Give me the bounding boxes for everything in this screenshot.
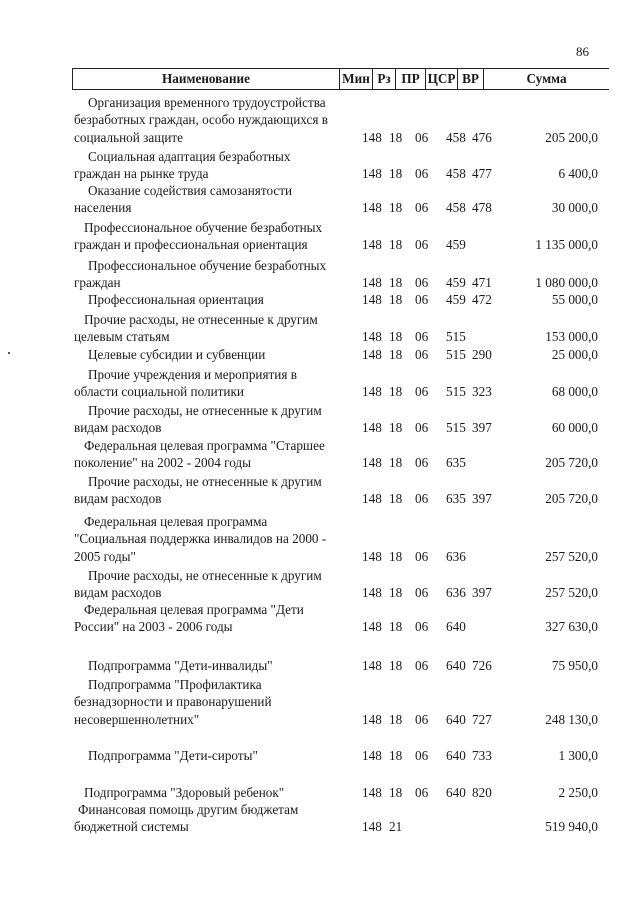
- row-name-line: Организация временного трудоустройства: [88, 95, 326, 110]
- row-code-min: 148: [362, 491, 382, 507]
- row-sum: 519 940,0: [545, 819, 598, 835]
- row-code-rz: 18: [389, 384, 403, 400]
- row-code-min: 148: [362, 619, 382, 635]
- row-name-line: населения: [74, 200, 132, 216]
- row-name-line: Федеральная целевая программа: [84, 514, 268, 529]
- row-code-csr: 640: [446, 785, 466, 800]
- row-name-line: Социальная адаптация безработных: [88, 149, 291, 164]
- row-code-csr: 640: [446, 619, 466, 635]
- row-sum: 68 000,0: [551, 384, 598, 400]
- row-name-line: России" на 2003 - 2006 годы: [74, 619, 233, 635]
- row-name-line: Профессиональная ориентация: [88, 292, 264, 307]
- row-code-csr: 459: [446, 292, 466, 307]
- row-name-line: видам расходов: [74, 491, 162, 507]
- row-code-csr: 459: [446, 237, 466, 253]
- row-name-line: "Социальная поддержка инвалидов на 2000 -: [74, 531, 327, 547]
- row-sum: 1 080 000,0: [535, 275, 598, 291]
- row-code-min: 148: [362, 384, 382, 400]
- row-code-vr: 477: [472, 166, 492, 182]
- row-code-pr: 06: [415, 785, 429, 800]
- header-rz: Рз: [373, 69, 396, 89]
- header-sum: Сумма: [526, 71, 567, 86]
- row-code-min: 148: [362, 748, 382, 763]
- row-code-min: 148: [362, 292, 382, 307]
- row-name-line: граждан: [74, 275, 121, 291]
- row-code-rz: 18: [389, 548, 403, 564]
- row-code-vr: 726: [472, 658, 492, 673]
- row-code-rz: 18: [389, 619, 403, 635]
- header-pr: ПР: [396, 69, 426, 89]
- row-name-line: Федеральная целевая программа "Старшее: [84, 438, 325, 453]
- row-code-pr: 06: [415, 619, 429, 635]
- row-code-pr: 06: [415, 455, 429, 471]
- row-name-line: Прочие расходы, не отнесенные к другим: [88, 474, 322, 489]
- row-name-line: Подпрограмма "Дети-сироты": [88, 748, 258, 763]
- row-name-line: граждан и профессиональная ориентация: [74, 237, 308, 253]
- row-code-rz: 18: [389, 748, 403, 763]
- row-name-line: поколение" на 2002 - 2004 годы: [74, 455, 251, 471]
- row-name-line: Прочие расходы, не отнесенные к другим: [84, 312, 318, 327]
- row-sum: 257 520,0: [545, 585, 598, 601]
- row-code-csr: 515: [446, 420, 466, 436]
- row-name-line: Профессиональное обучение безработных: [88, 258, 327, 273]
- row-code-rz: 18: [389, 237, 403, 253]
- row-code-pr: 06: [415, 658, 429, 673]
- row-name-line: социальной защите: [74, 129, 184, 145]
- row-code-min: 148: [362, 200, 382, 216]
- header-name: Наименование: [73, 69, 340, 89]
- row-sum: 248 130,0: [545, 711, 598, 727]
- row-code-rz: 18: [389, 275, 403, 291]
- row-code-csr: 635: [446, 455, 466, 471]
- row-code-pr: 06: [415, 420, 429, 436]
- row-code-rz: 18: [389, 420, 403, 436]
- row-code-pr: 06: [415, 585, 429, 601]
- page-number: 86: [576, 44, 589, 59]
- row-code-rz: 18: [389, 347, 403, 362]
- row-code-min: 148: [362, 585, 382, 601]
- row-code-pr: 06: [415, 711, 429, 727]
- row-code-min: 148: [362, 711, 382, 727]
- row-code-vr: 478: [472, 200, 492, 216]
- row-code-min: 148: [362, 129, 382, 145]
- row-sum: 327 630,0: [545, 619, 598, 635]
- row-code-min: 148: [362, 420, 382, 436]
- row-code-vr: 476: [472, 129, 492, 145]
- row-code-min: 148: [362, 166, 382, 182]
- row-sum: 25 000,0: [551, 347, 598, 362]
- row-code-min: 148: [362, 329, 382, 345]
- row-code-rz: 18: [389, 711, 403, 727]
- row-sum: 205 720,0: [545, 491, 598, 507]
- row-name-line: Прочие учреждения и мероприятия в: [88, 367, 297, 382]
- row-code-csr: 515: [446, 384, 466, 400]
- row-code-rz: 18: [389, 658, 403, 673]
- row-code-pr: 06: [415, 748, 429, 763]
- row-code-vr: 471: [472, 275, 492, 291]
- row-code-vr: 472: [472, 292, 492, 307]
- row-code-vr: 733: [472, 748, 492, 763]
- row-sum: 153 000,0: [545, 329, 598, 345]
- row-code-rz: 18: [389, 292, 403, 307]
- row-code-min: 148: [362, 275, 382, 291]
- row-code-rz: 18: [389, 129, 403, 145]
- row-sum: 257 520,0: [545, 548, 598, 564]
- row-code-pr: 06: [415, 292, 429, 307]
- row-sum: 6 400,0: [558, 166, 598, 182]
- row-code-rz: 18: [389, 785, 403, 800]
- row-name-line: Федеральная целевая программа "Дети: [84, 602, 304, 617]
- row-code-rz: 18: [389, 200, 403, 216]
- row-code-rz: 18: [389, 455, 403, 471]
- row-name-line: Финансовая помощь другим бюджетам: [78, 802, 299, 817]
- row-name-line: Целевые субсидии и субвенции: [88, 347, 266, 362]
- header-vr: ВР: [458, 69, 484, 89]
- row-name-line: видам расходов: [74, 585, 162, 601]
- row-name-line: граждан на рынке труда: [74, 166, 209, 182]
- row-code-vr: 397: [472, 491, 492, 507]
- row-code-csr: 640: [446, 658, 466, 673]
- row-code-pr: 06: [415, 275, 429, 291]
- row-name-line: Подпрограмма "Здоровый ребенок": [84, 785, 285, 800]
- row-name-line: безнадзорности и правонарушений: [74, 694, 272, 710]
- row-code-pr: 06: [415, 384, 429, 400]
- row-code-csr: 459: [446, 275, 466, 291]
- row-code-min: 148: [362, 785, 382, 800]
- row-code-pr: 06: [415, 347, 429, 362]
- row-code-vr: 397: [472, 420, 492, 436]
- row-name-line: Профессиональное обучение безработных: [84, 220, 323, 235]
- row-sum: 205 200,0: [545, 129, 598, 145]
- row-name-line: несовершеннолетних": [74, 711, 200, 727]
- row-code-rz: 18: [389, 166, 403, 182]
- row-code-csr: 636: [446, 548, 466, 564]
- row-code-rz: 18: [389, 585, 403, 601]
- row-sum: 75 950,0: [551, 658, 598, 673]
- header-min: Мин: [340, 69, 373, 89]
- row-name-line: 2005 годы": [74, 548, 136, 564]
- row-code-csr: 640: [446, 711, 466, 727]
- row-code-csr: 636: [446, 585, 466, 601]
- row-code-min: 148: [362, 237, 382, 253]
- row-code-pr: 06: [415, 548, 429, 564]
- row-code-pr: 06: [415, 329, 429, 345]
- row-code-rz: 18: [389, 491, 403, 507]
- row-sum: 55 000,0: [551, 292, 598, 307]
- row-code-csr: 458: [446, 129, 466, 145]
- row-code-pr: 06: [415, 200, 429, 216]
- row-name-line: видам расходов: [74, 420, 162, 436]
- row-code-vr: 397: [472, 585, 492, 601]
- row-sum: 1 135 000,0: [535, 237, 598, 253]
- row-code-pr: 06: [415, 237, 429, 253]
- row-code-rz: 21: [389, 819, 403, 835]
- row-code-pr: 06: [415, 491, 429, 507]
- row-sum: 1 300,0: [558, 748, 598, 763]
- row-code-vr: 290: [472, 347, 492, 362]
- row-name-line: Подпрограмма "Профилактика: [88, 677, 262, 692]
- row-name-line: Подпрограмма "Дети-инвалиды": [88, 658, 273, 673]
- row-name-line: безработных граждан, особо нуждающихся в: [74, 112, 328, 128]
- row-code-min: 148: [362, 819, 382, 835]
- row-name-line: целевым статьям: [74, 329, 170, 345]
- row-name-line: Прочие расходы, не отнесенные к другим: [88, 568, 322, 583]
- header-csr: ЦСР: [426, 69, 458, 89]
- row-sum: 2 250,0: [558, 785, 598, 800]
- row-code-min: 148: [362, 658, 382, 673]
- row-name-line: бюджетной системы: [74, 819, 189, 835]
- row-code-min: 148: [362, 548, 382, 564]
- scan-speck: [8, 352, 10, 354]
- row-code-csr: 515: [446, 329, 466, 345]
- row-name-line: области социальной политики: [74, 384, 244, 400]
- row-code-pr: 06: [415, 166, 429, 182]
- row-code-csr: 458: [446, 200, 466, 216]
- row-sum: 30 000,0: [551, 200, 598, 216]
- row-code-csr: 515: [446, 347, 466, 362]
- row-code-rz: 18: [389, 329, 403, 345]
- row-code-min: 148: [362, 347, 382, 362]
- row-name-line: Оказание содействия самозанятости: [88, 183, 293, 198]
- row-sum: 205 720,0: [545, 455, 598, 471]
- row-code-csr: 458: [446, 166, 466, 182]
- row-code-vr: 727: [472, 711, 492, 727]
- row-code-csr: 635: [446, 491, 466, 507]
- row-code-pr: 06: [415, 129, 429, 145]
- row-code-min: 148: [362, 455, 382, 471]
- row-name-line: Прочие расходы, не отнесенные к другим: [88, 403, 322, 418]
- row-code-vr: 323: [472, 384, 492, 400]
- table-header: [72, 68, 609, 90]
- row-code-vr: 820: [472, 785, 492, 800]
- row-code-csr: 640: [446, 748, 466, 763]
- row-sum: 60 000,0: [551, 420, 598, 436]
